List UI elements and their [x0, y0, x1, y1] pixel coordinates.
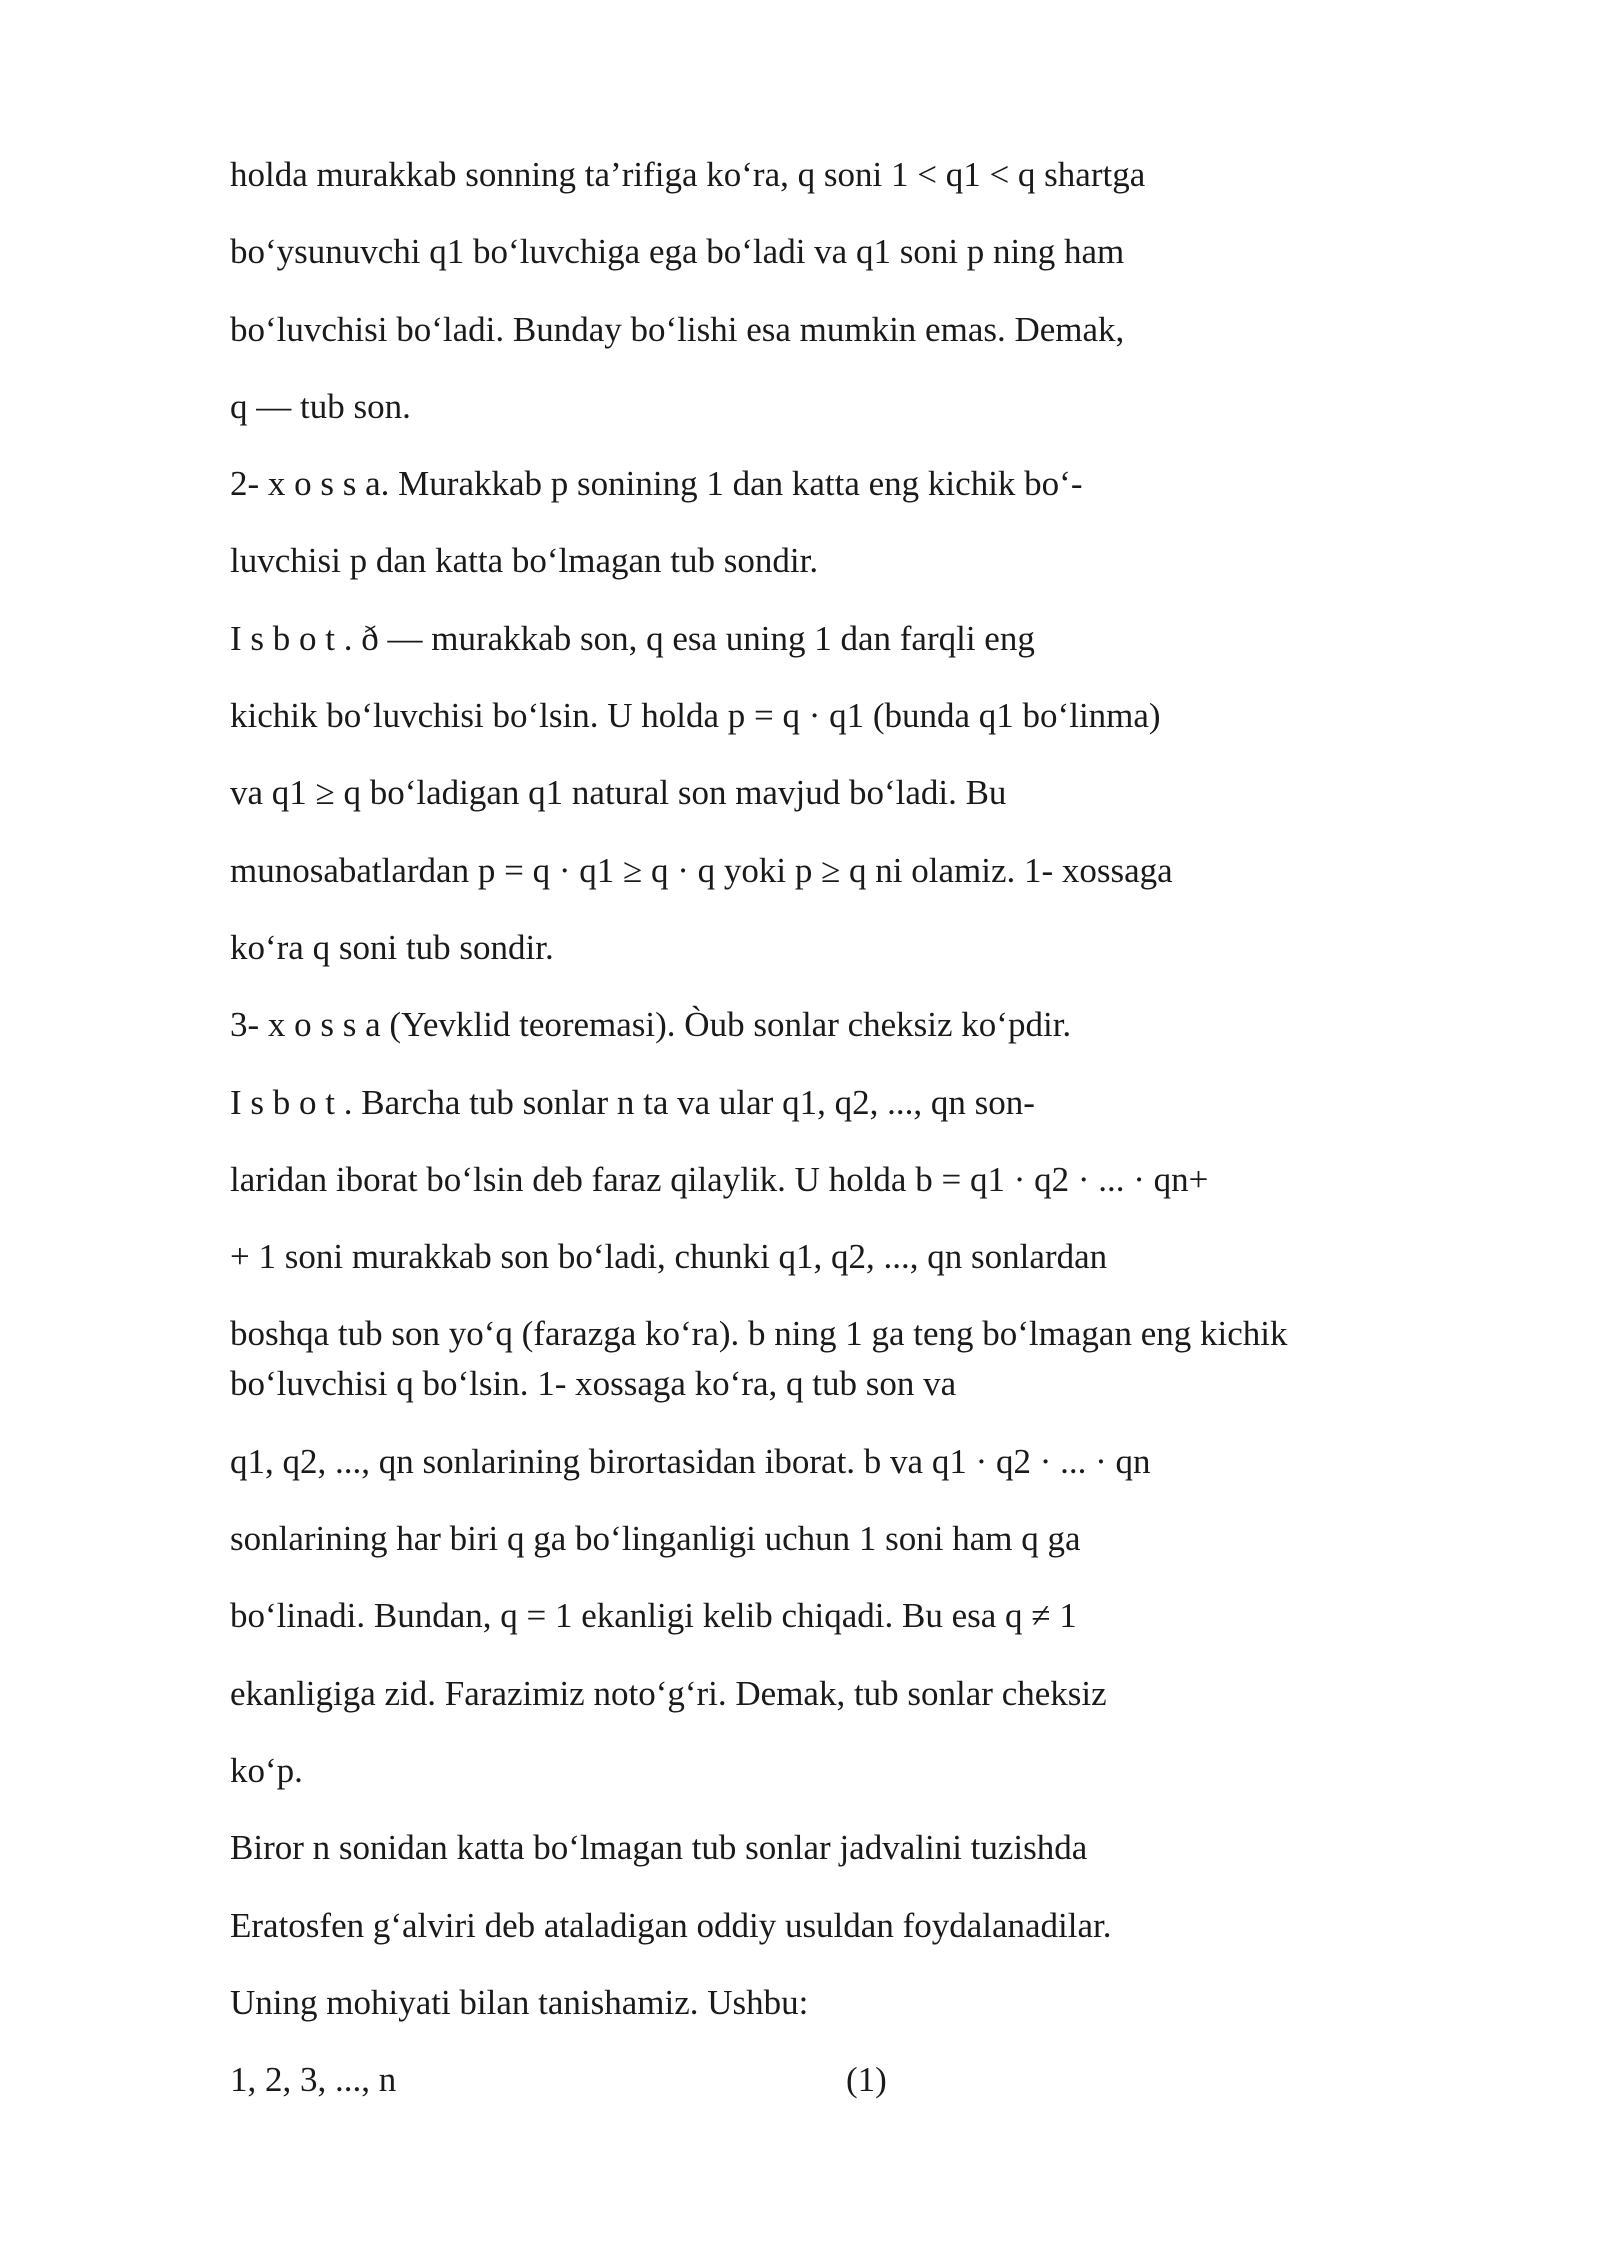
text-line: sonlarining har biri q ga bo‘linganligi uchun 1 soni ham q ga: [230, 1519, 1081, 1559]
proof-heading: I s b o t . ð — murakkab son, q esa uning 1 dan farqli eng: [230, 618, 1035, 658]
equation-number: (1): [846, 2060, 887, 2100]
property-3-heading: 3- x o s s a (Yevklid teoremasi). Òub sonlar cheksiz ko‘pdir.: [230, 1005, 1072, 1045]
text-line: ekanligiga zid. Farazimiz noto‘g‘ri. Demak, tub sonlar cheksiz: [230, 1673, 1107, 1713]
text-line: q — tub son.: [230, 386, 411, 426]
text-line: kichik bo‘luvchisi bo‘lsin. U holda p = q · q1 (bunda q1 bo‘linma): [230, 696, 1161, 736]
text-line: + 1 soni murakkab son bo‘ladi, chunki q1, q2, ..., qn sonlardan: [230, 1237, 1108, 1277]
text-line: munosabatlardan p = q · q1 ≥ q · q yoki p ≥ q ni olamiz. 1- xossaga: [230, 850, 1173, 890]
text-line: Uning mohiyati bilan tanishamiz. Ushbu:: [230, 1982, 809, 2022]
text-line: laridan iborat bo‘lsin deb faraz qilaylik. U holda b = q1 · q2 · ... · qn+: [230, 1159, 1209, 1199]
document-body: [230, 150, 1430, 2132]
text-line: q1, q2, ..., qn sonlarining birortasidan iborat. b va q1 · q2 · ... · qn: [230, 1441, 1151, 1481]
property-2-heading: 2- x o s s a. Murakkab p sonining 1 dan katta eng kichik bo‘-: [230, 464, 1083, 504]
text-paragraph: boshqa tub son yo‘q (farazga ko‘ra). b ning 1 ga teng bo‘lmagan eng kichik bo‘luvchisi q bo‘lsin. 1- xossaga ko‘ra, q tub son va: [230, 1314, 1288, 1404]
text-line: luvchisi p dan katta bo‘lmagan tub sondir.: [230, 541, 819, 581]
text-line: va q1 ≥ q bo‘ladigan q1 natural son mavjud bo‘ladi. Bu: [230, 773, 1007, 813]
equation-line: [230, 2055, 1430, 2105]
text-line: Eratosfen g‘alviri deb ataladigan oddiy usuldan foydalanadilar.: [230, 1905, 1112, 1945]
equation-text: 1, 2, 3, ..., n: [230, 2060, 397, 2100]
text-line: bo‘ysunuvchi q1 bo‘luvchiga ega bo‘ladi va q1 soni p ning ham: [230, 232, 1125, 272]
text-line: bo‘luvchisi bo‘ladi. Bunday bo‘lishi esa mumkin emas. Demak,: [230, 309, 1125, 349]
text-line: Biror n sonidan katta bo‘lmagan tub sonlar jadvalini tuzishda: [230, 1828, 1088, 1868]
text-line: ko‘p.: [230, 1750, 303, 1790]
proof-heading: I s b o t . Barcha tub sonlar n ta va ular q1, q2, ..., qn son-: [230, 1082, 1035, 1122]
text-line: holda murakkab sonning ta’rifiga ko‘ra, q soni 1 < q1 < q shartga: [230, 155, 1146, 194]
text-line: bo‘linadi. Bundan, q = 1 ekanligi kelib chiqadi. Bu esa q ≠ 1: [230, 1596, 1077, 1636]
text-line: ko‘ra q soni tub sondir.: [230, 927, 554, 967]
